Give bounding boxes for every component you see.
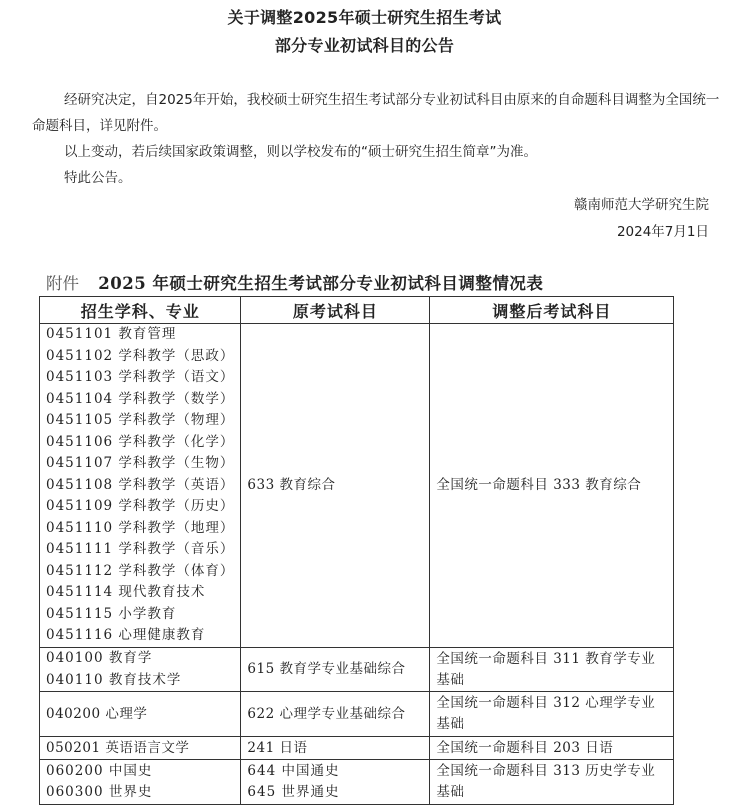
attachment-label: 附件 [46, 274, 79, 293]
header-adjusted-subject: 调整后考试科目 [430, 297, 674, 324]
header-original-subject: 原考试科目 [241, 297, 430, 324]
major-item: 040110 教育技术学 [46, 671, 182, 688]
major-item: 0451102 学科教学（思政） [46, 347, 235, 364]
table-row [40, 760, 674, 805]
attachment-title: 2025 年硕士研究生招生考试部分专业初试科目调整情况表 [98, 274, 544, 293]
original-subject-cell: 615 教育学专业基础综合 [241, 648, 430, 692]
original-subject-cell [241, 760, 430, 805]
adjusted-subject-cell: 全国统一命题科目 313 历史学专业基础 [430, 760, 674, 805]
major-item: 0451108 学科教学（英语） [46, 476, 235, 493]
notice-paragraph-2: 以上变动，若后续国家政策调整，则以学校发布的“硕士研究生招生简章”为准。 [64, 144, 537, 160]
major-item: 0451110 学科教学（地理） [46, 519, 235, 536]
adjusted-subject-cell: 全国统一命题科目 311 教育学专业基础 [430, 648, 674, 692]
table-header-row [40, 297, 674, 324]
attachment-caption [46, 270, 543, 294]
adjusted-subject-cell: 全国统一命题科目 203 日语 [430, 737, 674, 760]
major-item: 0451115 小学教育 [46, 605, 177, 622]
original-subject-cell: 241 日语 [241, 737, 430, 760]
major-item: 0451101 教育管理 [46, 326, 177, 343]
major-item: 0451105 学科教学（物理） [46, 412, 235, 429]
table-row [40, 692, 674, 737]
adjusted-subject-cell: 全国统一命题科目 312 心理学专业基础 [430, 692, 674, 737]
major-cell: 040200 心理学 [40, 692, 241, 737]
notice-paragraph-1: 经研究决定，自2025年开始，我校硕士研究生招生考试部分专业初试科目由原来的自命题科目调整为全国统一命题科目，详见附件。 [32, 92, 720, 134]
original-subject-cell: 622 心理学专业基础综合 [241, 692, 430, 737]
major-item: 0451112 学科教学（体育） [46, 562, 235, 579]
major-item: 0451103 学科教学（语文） [46, 369, 235, 386]
major-list-cell [40, 648, 241, 692]
table-row [40, 324, 674, 648]
notice-date: 2024年7月1日 [616, 224, 709, 240]
header-major: 招生学科、专业 [40, 297, 241, 324]
major-item: 0451109 学科教学（历史） [46, 498, 235, 515]
major-item: 0451114 现代教育技术 [46, 584, 206, 601]
major-item: 0451111 学科教学（音乐） [46, 541, 235, 558]
major-list-cell [40, 324, 241, 648]
notice-title-line2: 部分专业初试科目的公告 [274, 36, 455, 55]
major-item: 060300 世界史 [46, 784, 153, 800]
major-list-cell [40, 760, 241, 805]
notice-signature: 赣南师范大学研究生院 [574, 197, 709, 213]
original-subject-item: 645 世界通史 [247, 784, 340, 800]
adjustment-table [39, 296, 674, 805]
major-item: 060200 中国史 [46, 762, 153, 779]
major-item: 040100 教育学 [46, 650, 153, 666]
table-row [40, 737, 674, 760]
major-item: 0451106 学科教学（化学） [46, 433, 235, 450]
original-subject-cell: 633 教育综合 [241, 324, 430, 648]
major-cell: 050201 英语语言文学 [40, 737, 241, 760]
notice-title-line1: 关于调整2025年硕士研究生招生考试 [227, 8, 502, 27]
major-item: 0451116 心理健康教育 [46, 627, 206, 644]
notice-paragraph-3: 特此公告。 [64, 170, 132, 186]
major-item: 0451104 学科教学（数学） [46, 390, 235, 407]
original-subject-item: 644 中国通史 [247, 762, 340, 779]
adjusted-subject-cell: 全国统一命题科目 333 教育综合 [430, 324, 674, 648]
table-row [40, 648, 674, 692]
major-item: 0451107 学科教学（生物） [46, 455, 235, 472]
